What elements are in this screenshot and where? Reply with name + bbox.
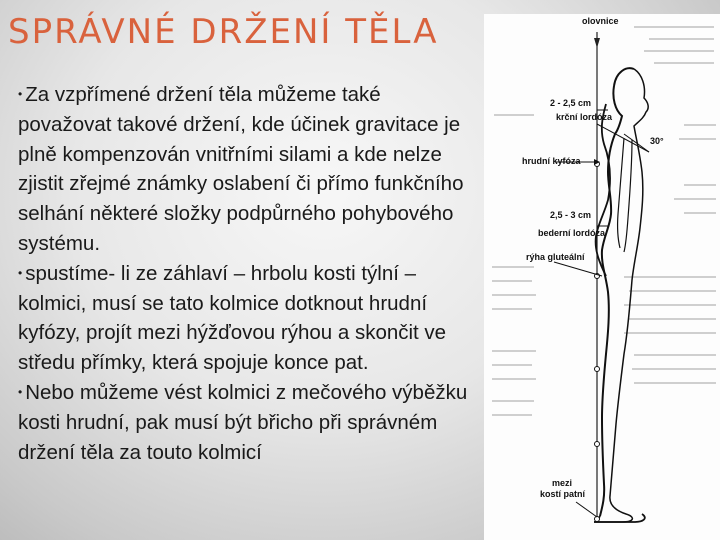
paragraph-2-text: spustíme- li ze záhlaví – hrbolu kosti týlní –kolmici, musí se tato kolmice dotknout hrudní kyfózy, projít mezi hýžďovou rýhou a skončit ve středu přímky, která spojuje konce pat. <box>18 261 447 375</box>
paragraph-3 <box>18 378 468 467</box>
label-heel-bones: kostí patní <box>540 489 586 499</box>
label-between: mezi <box>552 478 573 488</box>
reference-point <box>595 517 600 522</box>
reference-point <box>595 367 600 372</box>
gluteal-leader <box>554 262 602 276</box>
label-cervical-lordosis: krční lordóza <box>556 112 613 122</box>
paragraph-3-text: Nebo můžeme vést kolmici z mečového výběžku kosti hrudní, pak musí být břicho při správném držení těla za touto kolmicí <box>18 380 468 464</box>
foot-outline <box>594 514 645 522</box>
label-angle: 30° <box>650 136 664 146</box>
paragraph-1 <box>18 80 468 259</box>
body-text <box>18 80 468 467</box>
label-olovnice: olovnice <box>582 16 619 26</box>
bullet-icon: • <box>18 384 23 399</box>
posture-figure-svg <box>484 14 720 540</box>
paragraph-2 <box>18 259 468 378</box>
label-gluteal-groove: rýha gluteální <box>526 252 585 262</box>
posture-diagram <box>484 14 720 540</box>
body-silhouette <box>600 68 634 516</box>
bullet-icon: • <box>18 265 23 280</box>
bullet-icon: • <box>18 87 23 101</box>
label-lumbar-depth: 2,5 - 3 cm <box>550 210 592 220</box>
arm-outline <box>618 138 632 252</box>
plumb-arrow-icon <box>594 38 600 48</box>
heels-leader <box>576 502 597 517</box>
slide-title: SPRÁVNÉ DRŽENÍ TĚLA <box>8 12 439 52</box>
label-cervical-depth: 2 - 2,5 cm <box>550 98 592 108</box>
label-lumbar-lordosis: bederní lordóza <box>538 228 606 238</box>
paragraph-1-text: Za vzpřímené držení těla můžeme také považovat takové držení, kde účinek gravitace je plně kompenzován vnitřními silami a kde nelze zjistit zřejmé známky oslabení či přímo funkčního selhání některé složky podpůrného pohybového systému. <box>18 83 464 255</box>
reference-point <box>595 442 600 447</box>
label-thoracic-kyphosis: hrudní kyfóza <box>522 156 581 166</box>
